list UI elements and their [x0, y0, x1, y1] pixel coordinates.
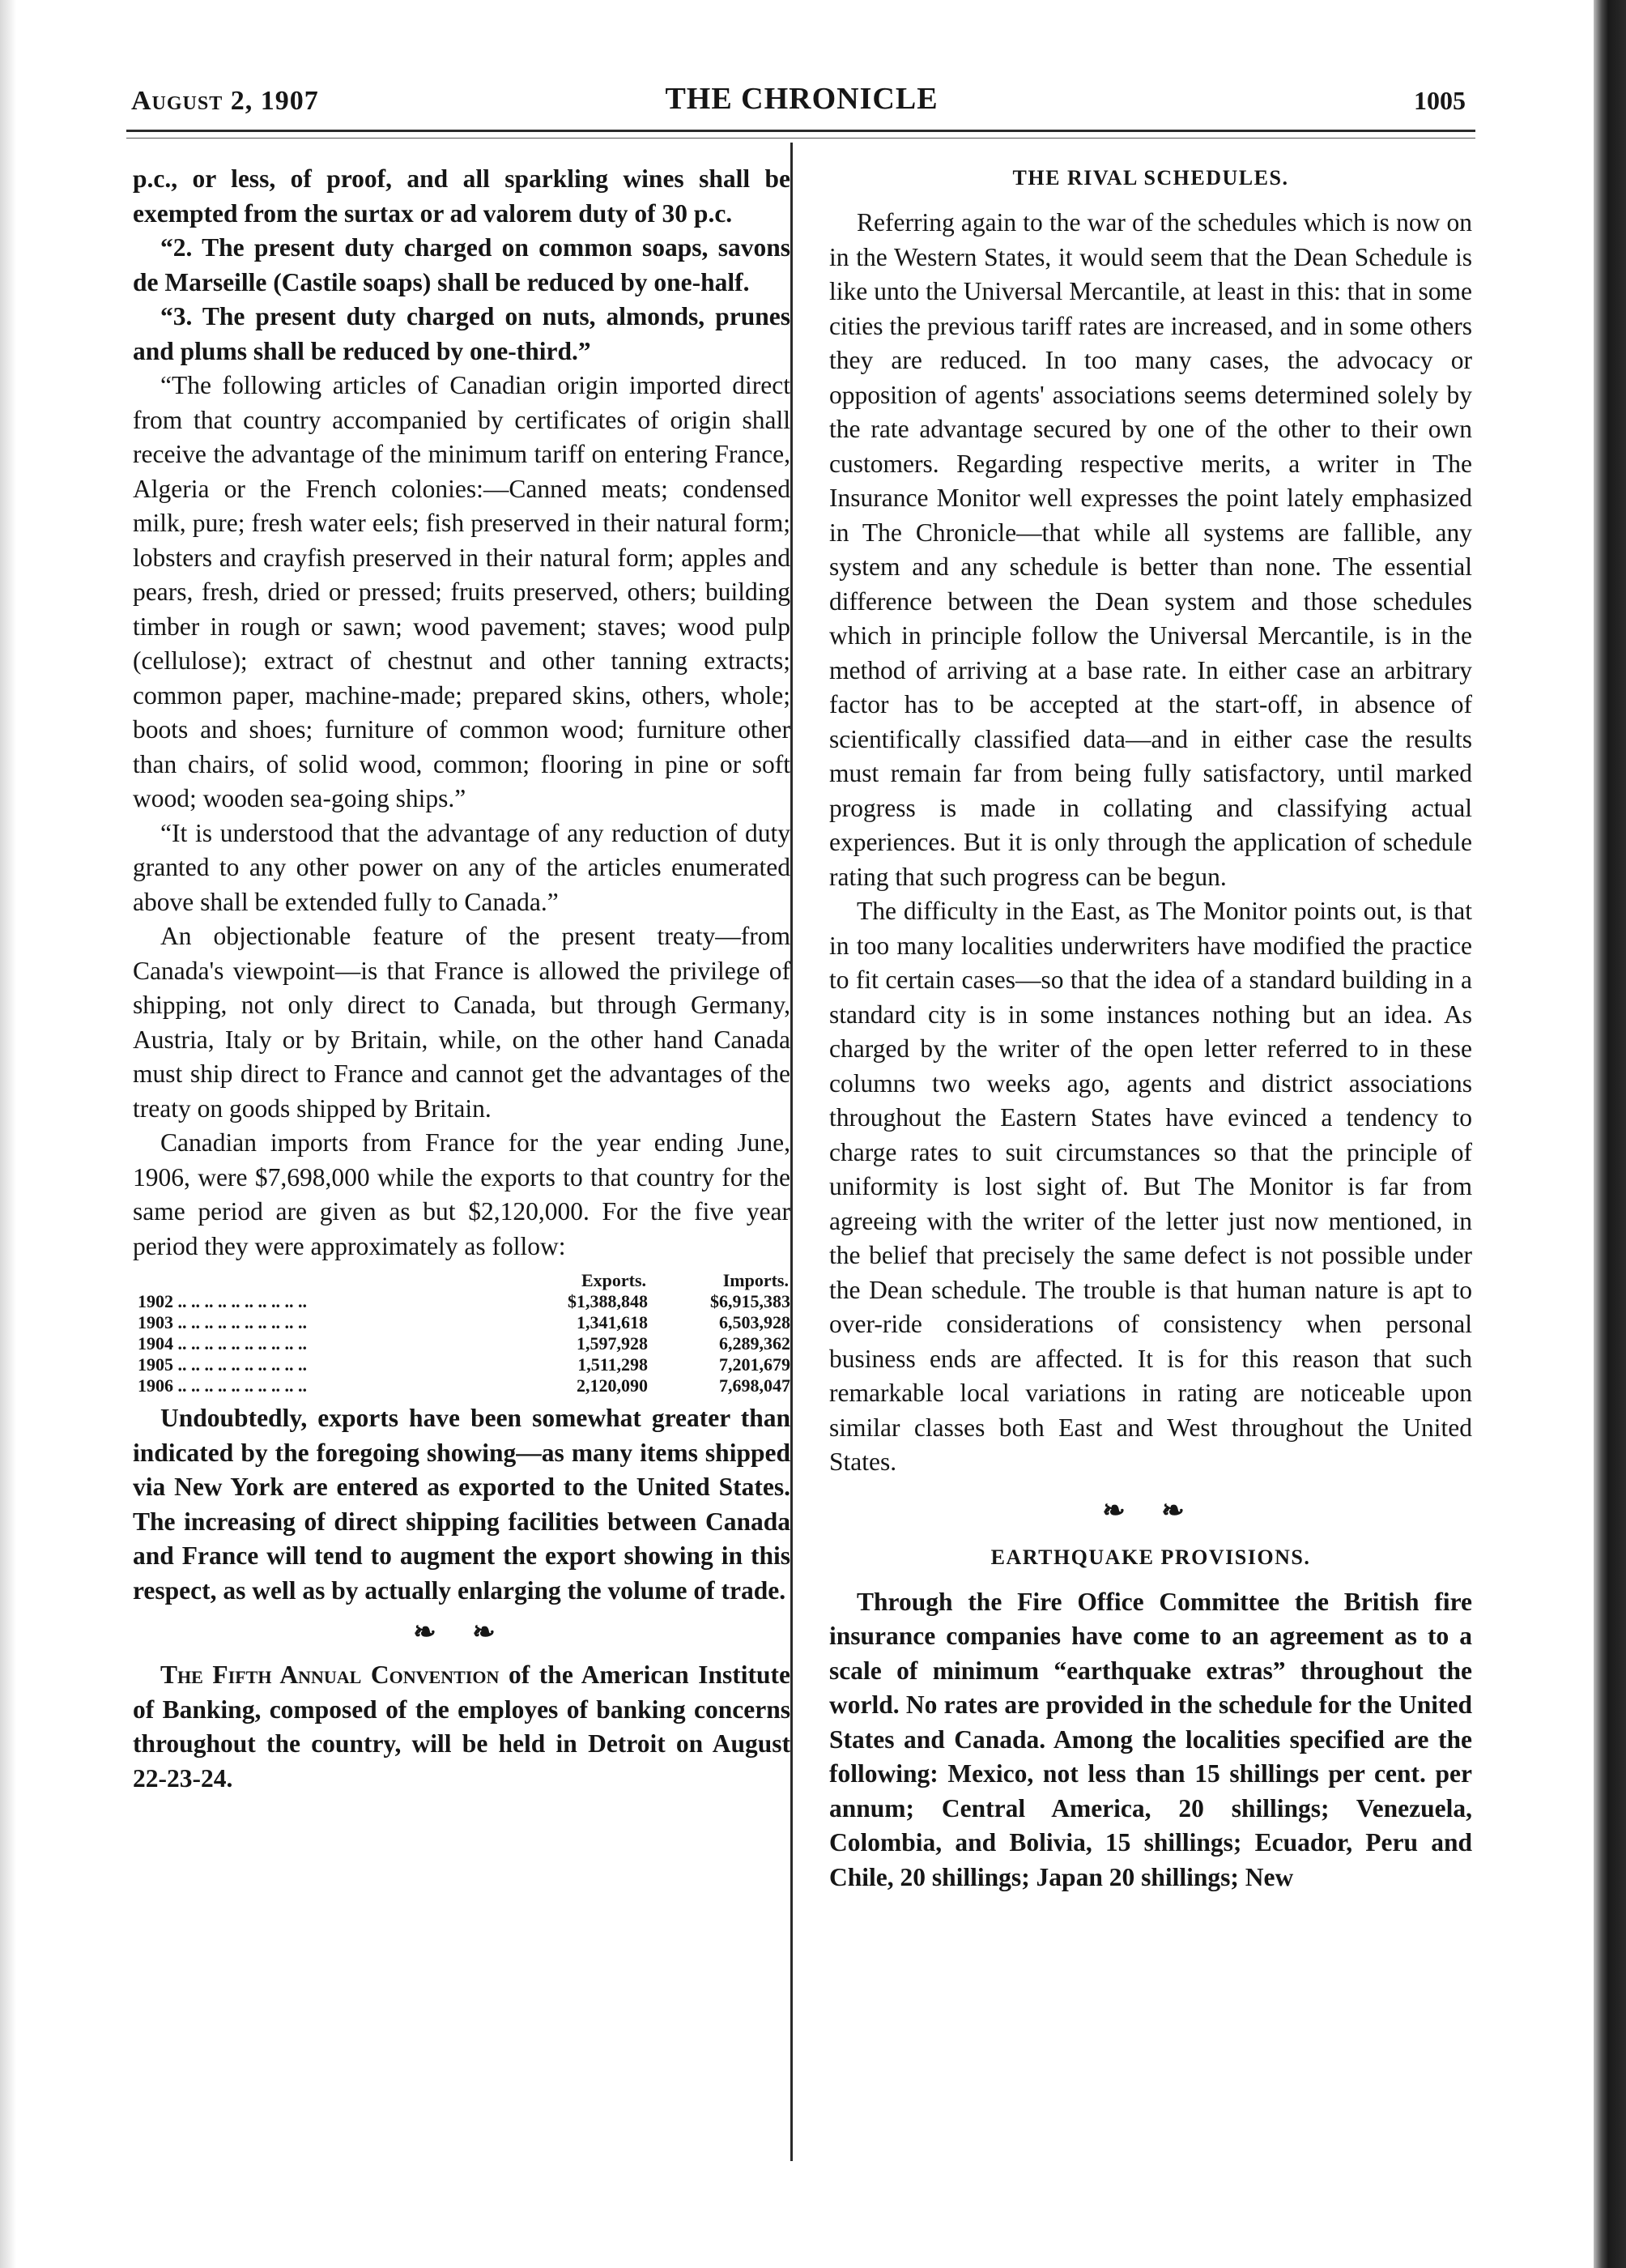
imports-cell: 7,201,679	[719, 1354, 790, 1375]
leader-dots: .. .. .. .. .. .. .. .. .. ..	[173, 1375, 307, 1396]
imports-cell: 6,289,362	[719, 1333, 790, 1354]
page-edge-shadow	[0, 0, 16, 2268]
exports-column-header: Exports.	[581, 1270, 646, 1290]
header-rule	[126, 130, 1475, 132]
column-divider	[790, 143, 793, 2161]
imports-cell: 7,698,047	[719, 1375, 790, 1396]
exports-cell: 1,341,618	[577, 1312, 648, 1332]
fleuron-ornament: ❧ ❧	[1102, 1495, 1199, 1526]
table-row	[138, 1312, 790, 1333]
table-row	[138, 1375, 790, 1396]
imports-cell: 6,503,928	[719, 1312, 790, 1332]
year-cell: 1903	[138, 1312, 173, 1332]
paragraph: Undoubtedly, exports have been somewhat greater than indicated by the foregoing showing—as many items shipped via New York are entered as exported to the United States. The increasing of direct shipping facilities between Canada and France will tend to augment the export showing in this respect, as well as by actually enlarging the volume of trade.	[133, 1404, 790, 1605]
issue-date: August 2, 1907	[131, 86, 319, 116]
paragraph: “The following articles of Canadian origin imported direct from that country accompanied by certificates of origin shall receive the advantage of the minimum tariff on entering France, Algeria or the French colonies:—Canned meats; condensed milk, pure; fresh water eels; fish preserved in their natural form; lobsters and crayfish preserved in their natural form; apples and pears, fresh, dried or pressed; fruits preserved, others; building timber in rough or sawn; wood pavement; staves; wood pulp (cellulose); extract of chestnut and other tanning extracts; common paper, machine-made; prepared skins, others, whole; boots and shoes; furniture of common wood; furniture other than chairs, of solid wood, common; flooring in pine or soft wood; wooden sea-going ships.”	[133, 371, 790, 812]
section-heading: EARTHQUAKE PROVISIONS.	[990, 1545, 1311, 1569]
section-heading: THE RIVAL SCHEDULES.	[1012, 166, 1289, 190]
paragraph: “2. The present duty charged on common soaps, savons de Marseille (Castile soaps) shall be reduced by one-half.	[133, 233, 790, 296]
exports-cell: 1,597,928	[577, 1333, 648, 1354]
imports-cell: $6,915,383	[710, 1291, 790, 1311]
year-cell: 1902	[138, 1291, 173, 1311]
table-header-row	[138, 1270, 790, 1291]
paragraph: “It is understood that the advantage of any reduction of duty granted to any other power on any of the articles enumerated above shall be extended fully to Canada.”	[133, 818, 790, 916]
imports-column-header: Imports.	[722, 1270, 789, 1290]
leader-dots: .. .. .. .. .. .. .. .. .. ..	[173, 1291, 307, 1311]
paragraph: Canadian imports from France for the year ending June, 1906, were $7,698,000 while the exports to that country for the same period are given as but $2,120,000. For the five year period they were approximately as follow:	[133, 1128, 790, 1260]
left-column	[133, 162, 790, 1796]
exports-cell: 2,120,090	[577, 1375, 648, 1396]
leader-dots: .. .. .. .. .. .. .. .. .. ..	[173, 1354, 307, 1375]
exports-cell: $1,388,848	[568, 1291, 648, 1311]
leader-dots: .. .. .. .. .. .. .. .. .. ..	[173, 1312, 307, 1332]
table-row	[138, 1354, 790, 1375]
paragraph: The difficulty in the East, as The Monitor points out, is that in too many localities underwriters have modified the practice to fit certain cases—so that the idea of a standard building in a standard city is in some instances nothing but an idea. As charged by the writer of the open letter referred to in these columns two weeks ago, agents and district associations throughout the Eastern States have evinced a tendency to charge rates to suit circumstances so that the principle of uniformity is lost sight of. But The Monitor is far from agreeing with the writer of the letter just now mentioned, in the belief that precisely the same defect is not possible under the Dean schedule. The trouble is that human nature is apt to over-ride considerations of consistency when personal business ends are affected. It is for this reason that such remarkable local variations in rating are noticeable upon similar classes both East and West throughout the United States.	[829, 897, 1472, 1476]
table-row	[138, 1291, 790, 1312]
page-binding-edge	[1594, 0, 1626, 2268]
paragraph	[133, 1658, 790, 1796]
exports-cell: 1,511,298	[577, 1354, 648, 1375]
convention-text: of the American Institute of Banking, composed of the employes of banking concerns throughout the country, will be held in Detroit on August 22-23-24.	[133, 1660, 790, 1793]
trade-table	[138, 1270, 790, 1396]
leader-dots: .. .. .. .. .. .. .. .. .. ..	[173, 1333, 307, 1354]
table-row	[138, 1333, 790, 1354]
publication-title: THE CHRONICLE	[665, 82, 939, 116]
right-column	[829, 162, 1472, 1895]
paragraph: “3. The present duty charged on nuts, almonds, prunes and plums shall be reduced by one-third.”	[133, 302, 790, 365]
paragraph: Referring again to the war of the schedules which is now on in the Western States, it would seem that the Dean Schedule is like unto the Universal Mercantile, at least in this: that in some cities the previous tariff rates are increased, and in some others they are reduced. In too many cases, the advocacy or opposition of agents' associations seems determined solely by the rate advantage secured by one of the other to their own customers. Regarding respective merits, a writer in The Insurance Monitor well expresses the point lately emphasized in The Chronicle—that while all systems are fallible, any system and any schedule is better than none. The essential difference between the Dean system and those schedules which in principle follow the Universal Mercantile, is in the method of arriving at a base rate. In either case an arbitrary factor has to be accepted at the start-off, in absence of scientifically classified data—and in either case the results must remain far from being fully satisfactory, until marked progress is made in collating and classifying actual experiences. But it is only through the application of schedule rating that such progress can be begun.	[829, 208, 1472, 891]
header-rule-thin	[126, 138, 1475, 139]
paragraph: An objectionable feature of the present treaty—from Canada's viewpoint—is that France is allowed the privilege of shipping, not only direct to Canada, but through Germany, Austria, Italy or by Britain, while, on the other hand Canada must ship direct to France and cannot get the advantages of the treaty on goods shipped by Britain.	[133, 922, 790, 1123]
fleuron-ornament: ❧ ❧	[413, 1618, 510, 1648]
paragraph: Through the Fire Office Committee the British fire insurance companies have come to an agreement as to a scale of minimum “earthquake extras” throughout the world. No rates are provided in the schedule for the United States and Canada. Among the localities specified are the following: Mexico, not less than 15 shillings per cent. per annum; Central America, 20 shillings; Venezuela, Colombia, and Bolivia, 15 shillings; Ecuador, Peru and Chile, 20 shillings; Japan 20 shillings; New	[829, 1587, 1472, 1891]
page-header	[130, 75, 1474, 123]
year-cell: 1904	[138, 1333, 173, 1354]
year-cell: 1905	[138, 1354, 173, 1375]
page-number: 1005	[1414, 86, 1466, 115]
year-cell: 1906	[138, 1375, 173, 1396]
convention-lead: The Fifth Annual Convention	[160, 1660, 500, 1689]
paragraph: p.c., or less, of proof, and all sparkling wines shall be exempted from the surtax or ad valorem duty of 30 p.c.	[133, 164, 790, 228]
